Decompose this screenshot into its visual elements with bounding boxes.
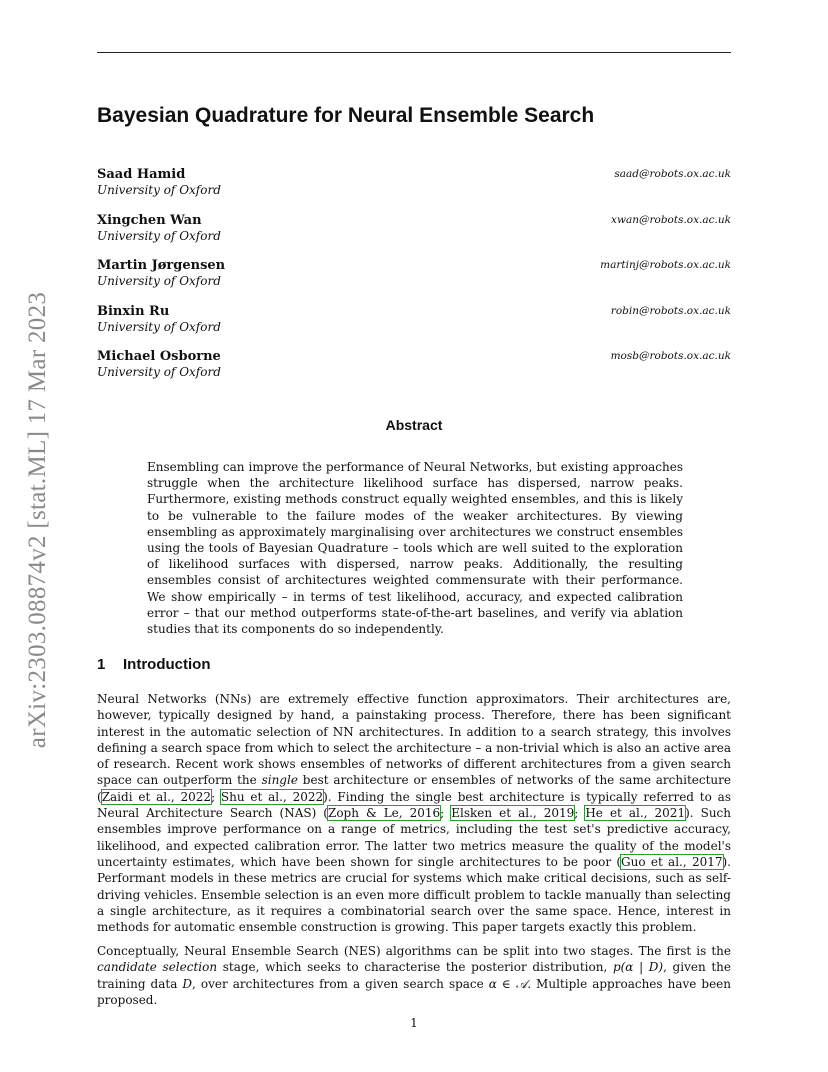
author-block [97,349,731,383]
author-email: saad@robots.ox.ac.uk [614,168,731,180]
page-number: 1 [410,1016,418,1030]
text-run: Conceptually, Neural Ensemble Search (NES) algorithms can be split into two stages. The first is the [97,944,731,958]
author-block [97,258,731,292]
author-name: Martin Jørgensen [97,258,226,273]
section-number: 1 [97,656,106,673]
separator: ; [211,789,221,804]
text-run: best architecture or ensembles of networks of the same architecture ( [97,773,731,804]
citation-link[interactable]: Guo et al., 2017 [621,854,723,869]
emphasis: candidate selection [97,960,218,975]
top-rule [97,52,731,53]
citation-link[interactable]: Zaidi et al., 2022 [101,789,212,804]
text-run: , given the training data [97,960,731,991]
section-heading [97,656,210,673]
citation-link[interactable]: He et al., 2021 [585,806,686,821]
text-run: stage, which seeks to characterise the posterior distribution, [217,960,613,975]
body-paragraph [97,943,731,1008]
arxiv-identifier: arXiv:2303.08874v2 [stat.ML] 17 Mar 2023 [24,291,51,749]
separator: ; [440,806,452,821]
abstract-heading: Abstract [385,417,443,433]
text-run: ). Finding the single best architecture is typically referred to as Neural Architecture Search (NAS) ( [97,789,731,821]
citation-link[interactable]: Elsken et al., 2019 [451,806,575,821]
author-affiliation: University of Oxford [97,274,221,288]
author-name: Xingchen Wan [97,213,202,228]
author-block [97,304,731,338]
author-email: robin@robots.ox.ac.uk [610,305,731,317]
author-email: mosb@robots.ox.ac.uk [610,350,731,362]
separator: ; [574,806,586,821]
author-block [97,167,731,201]
text-run: , over architectures from a given search space [192,976,489,991]
author-name: Michael Osborne [97,349,221,364]
section-title: Introduction [123,656,211,673]
paper-title: Bayesian Quadrature for Neural Ensemble Search [97,104,595,127]
citation-link[interactable]: Zoph & Le, 2016 [327,806,441,821]
math-expression: α ∈ 𝒜 [488,976,528,991]
emphasis: single [261,773,298,788]
body-paragraph [97,691,731,935]
author-name: Saad Hamid [97,167,186,182]
author-affiliation: University of Oxford [97,183,221,197]
math-expression: D [182,976,193,991]
author-affiliation: University of Oxford [97,365,221,379]
author-email: xwan@robots.ox.ac.uk [611,214,731,226]
text-run: ). Such ensembles improve performance on a range of metrics, including the test set's predictive accuracy, likelihood, and expected calibration error. The latter two metrics measure the quality of the model's uncertainty estimates, which have been shown for single architectures to be poor ( [97,806,731,869]
author-affiliation: University of Oxford [97,320,221,334]
text-run: . Multiple approaches have been proposed. [97,976,731,1007]
abstract-text: Ensembling can improve the performance of Neural Networks, but existing approaches struggle when the architecture likelihood surface has dispersed, narrow peaks. Furthermore, existing methods construct equally weighted ensembles, and this is likely to be vulnerable to the failure modes of the weaker architectures. By viewing ensembling as approximately marginalising over architectures we construct ensembles using the tools of Bayesian Quadrature – tools which are well suited to the exploration of likelihood surfaces with dispersed, narrow peaks. Additionally, the resulting ensembles consist of architectures weighted commensurate with their performance. We show empirically – in terms of test likelihood, accuracy, and expected calibration error – that our method outperforms state-of-the-art baselines, and verify via ablation studies that its components do so independently. [147,460,683,637]
author-affiliation: University of Oxford [97,229,221,243]
math-expression: p(α | D) [612,960,664,975]
citation-link[interactable]: Shu et al., 2022 [220,789,324,804]
text-run: Neural Networks (NNs) are extremely effective function approximators. Their architectures are, however, typically designed by hand, a painstaking process. Therefore, there has been significant interest in the automatic selection of NN architectures. In addition to a search strategy, this involves defining a search space from which to select the architecture – a non-trivial which is also an active area of research. Recent work shows ensembles of networks of different architectures from a given search space can outperform the [97,692,731,788]
author-block [97,213,731,247]
text-run: ). Performant models in these metrics are crucial for systems which make critical decisions, such as self-driving vehicles. Ensemble selection is an even more difficult problem to tackle manually than selecting a single architecture, as it requires a combinatorial search over the same space. Hence, interest in methods for automatic ensemble construction is growing. This paper targets exactly this problem. [97,854,731,935]
author-name: Binxin Ru [97,304,170,319]
author-email: martinj@robots.ox.ac.uk [600,259,731,271]
